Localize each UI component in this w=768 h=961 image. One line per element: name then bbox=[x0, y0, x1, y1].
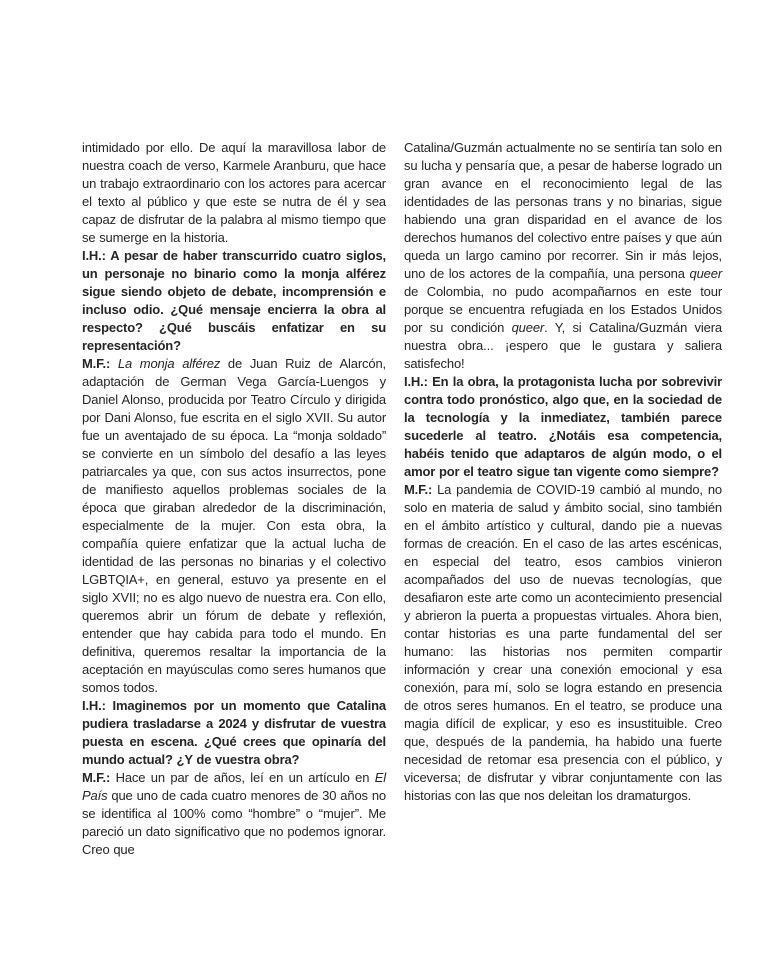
text-run: de Colombia, no pudo acompañarnos en este tour porque se encuentra refugiada en los Estados Unidos por su condición bbox=[404, 284, 722, 335]
text-run: queer bbox=[511, 320, 545, 335]
text-run: intimidado por ello. De aquí la maravillosa labor de nuestra coach de verso, Karmele Aranburu, que hace un trabajo extraordinario con los actores para acercar el texto al público y que este se nutra de él y sea capaz de disfrutar de la palabra al mismo tiempo que se sumerge en la historia. bbox=[82, 140, 386, 245]
text-run: I.H.: A pesar de haber transcurrido cuatro siglos, un personaje no binario como la monja alférez sigue siendo objeto de debate, incomprensión e incluso odio. ¿Qué mensaje encierra la obra al respecto? ¿Qué buscáis enfatizar en su representación? bbox=[82, 248, 386, 353]
paragraph bbox=[404, 481, 722, 805]
text-run: El País bbox=[82, 770, 386, 803]
text-run: M.F.: bbox=[404, 482, 438, 497]
paragraph bbox=[82, 139, 386, 247]
paragraph bbox=[404, 139, 722, 373]
text-run: M.F.: bbox=[82, 770, 116, 785]
text-run: de Juan Ruiz de Alarcón, adaptación de German Vega García-Luengos y Daniel Alonso, producida por Teatro Círculo y dirigida por Dani Alonso, fue escrita en el siglo XVII. Su autor fue un aventajado de su época. La “monja soldado” se convierte en un símbolo del desafío a las leyes patriarcales ya que, con sus actos insurrectos, pone de manifiesto aquellos problemas sociales de la época que giraban alrededor de la discriminación, especialmente de la mujer. Con esta obra, la compañía quiere enfatizar que la actual lucha de identidad de las personas no binarias y el colectivo LGBTQIA+, en general, estuvo ya presente en el siglo XVII; no es algo nuevo de nuestra era. Con ello, queremos abrir un fórum de debate y reflexión, entender que hay cabida para todo el mundo. En definitiva, queremos resaltar la importancia de la aceptación en mayúsculas como seres humanos que somos todos. bbox=[82, 356, 386, 695]
text-run: queer bbox=[689, 266, 722, 281]
text-run: . Y, si Catalina/Guzmán viera nuestra obra... ¡espero que le gustara y saliera satisfecho! bbox=[404, 320, 722, 371]
text-run: M.F.: bbox=[82, 356, 118, 371]
left-column bbox=[82, 139, 386, 859]
paragraph bbox=[82, 697, 386, 769]
paragraph bbox=[82, 247, 386, 355]
text-run: I.H.: Imaginemos por un momento que Catalina pudiera trasladarse a 2024 y disfrutar de vuestra puesta en escena. ¿Qué crees que opinaría del mundo actual? ¿Y de vuestra obra? bbox=[82, 698, 386, 767]
paragraph bbox=[404, 373, 722, 481]
text-run: Catalina/Guzmán actualmente no se sentiría tan solo en su lucha y pensaría que, a pesar de haberse logrado un gran avance en el reconocimiento legal de las identidades de las personas trans y no binarias, sigue habiendo una gran disparidad en el avance de los derechos humanos del colectivo entre países y que aún queda un largo camino por recorrer. Sin ir más lejos, uno de los actores de la compañía, una persona bbox=[404, 140, 722, 281]
paragraph bbox=[82, 769, 386, 859]
interview-page bbox=[82, 139, 722, 859]
right-column bbox=[404, 139, 722, 859]
text-run: La monja alférez bbox=[117, 356, 221, 371]
text-run: I.H.: En la obra, la protagonista lucha por sobrevivir contra todo pronóstico, algo que, en la sociedad de la tecnología y la inmediatez, también parece sucederle al teatro. ¿Notáis esa competencia, habéis tenido que adaptaros de algún modo, o el amor por el teatro sigue tan vigente como siempre? bbox=[404, 374, 722, 479]
paragraph bbox=[82, 355, 386, 697]
text-run: Hace un par de años, leí en un artículo en bbox=[115, 770, 375, 785]
text-run: que uno de cada cuatro menores de 30 años no se identifica al 100% como “hombre” o “mujer”. Me pareció un dato significativo que no podemos ignorar. Creo que bbox=[82, 788, 386, 857]
text-run: La pandemia de COVID-19 cambió al mundo, no solo en materia de salud y ámbito social, sino también en el ámbito artístico y cultural, dando pie a nuevas formas de creación. En el caso de las artes escénicas, en especial del teatro, esos cambios vinieron acompañados del uso de nuevas tecnologías, que desafiaron este arte como un acontecimiento presencial y abrieron la puerta a propuestas virtuales. Ahora bien, contar historias es una parte fundamental del ser humano: las historias nos permiten compartir información y crear una conexión emocional y esa conexión, para mí, solo se logra estando en presencia de otros seres humanos. En el teatro, se produce una magia difícil de explicar, y eso es insustituible. Creo que, después de la pandemia, ha habido una fuerte necesidad de retomar esa presencia con el público, y viceversa; de disfrutar y vibrar conjuntamente con las historias con las que nos deleitan los dramaturgos. bbox=[404, 482, 722, 803]
